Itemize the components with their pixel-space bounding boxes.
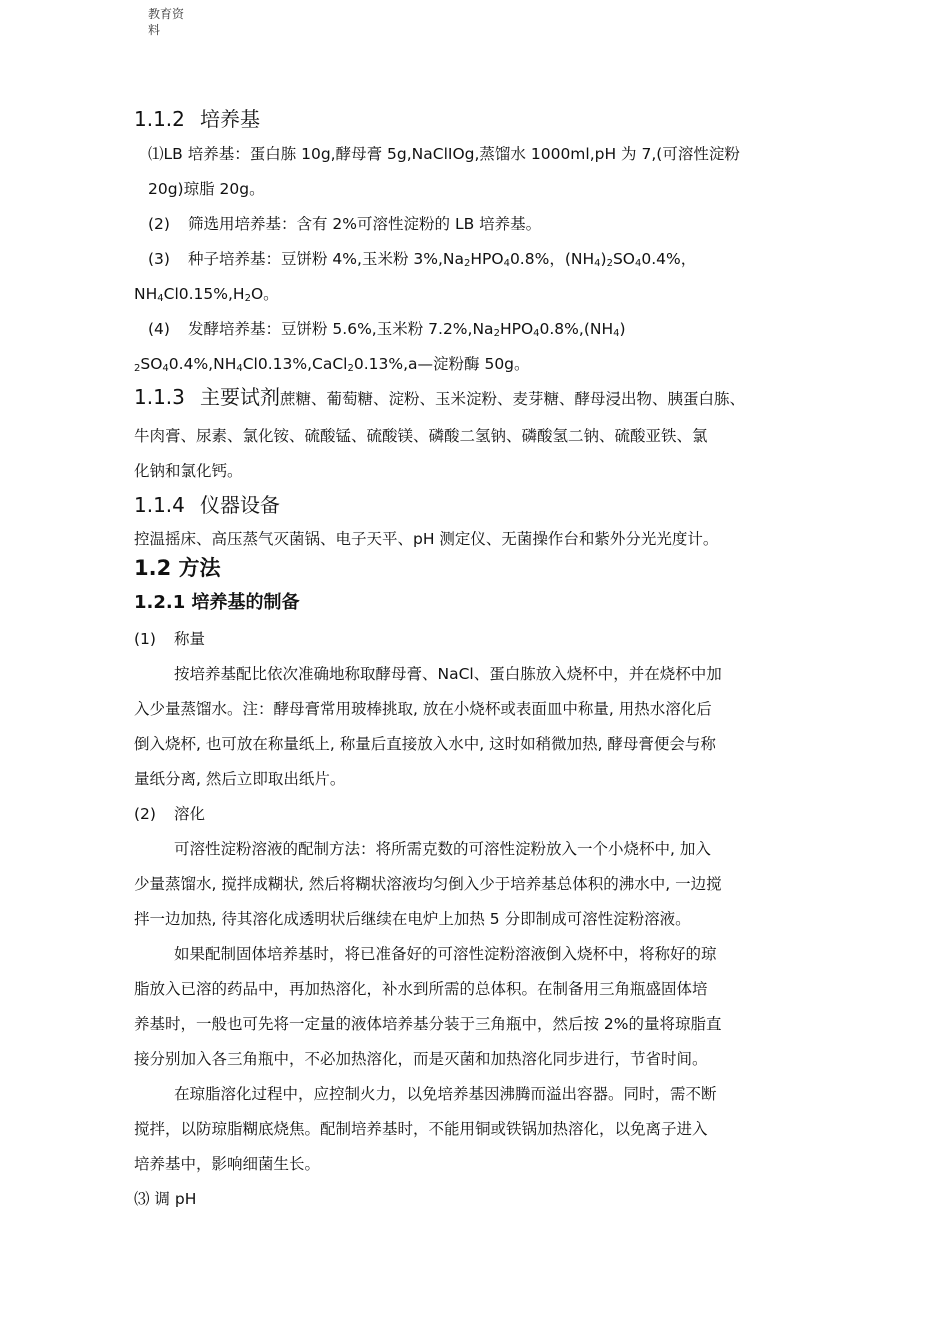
text-run: HPO (470, 250, 504, 268)
subscript: 4 (594, 258, 601, 269)
paragraph-line: 倒入烧杯, 也可放在称量纸上, 称量后直接放入水中, 这时如稍微加热, 酵母膏便会与称 (134, 735, 716, 753)
subscript: 4 (533, 328, 540, 339)
paragraph-line: 养基时，一般也可先将一定量的液体培养基分装于三角瓶中，然后按 2%的量将琼脂直 (134, 1015, 722, 1033)
header-line-2: 料 (148, 23, 161, 37)
text-run: SO (612, 250, 635, 268)
paragraph-line (134, 283, 279, 310)
paragraph-line: 培养基中，影响细菌生长。 (134, 1155, 321, 1173)
section-title: 培养基 (200, 107, 260, 131)
text-run: 0.8%,(NH (539, 320, 614, 338)
list-item-text: 溶化 (174, 805, 206, 823)
page-header (148, 6, 208, 38)
text-run: ) (600, 250, 607, 268)
section-heading-1-2-1: 1.2.1 培养基的制备 (134, 592, 300, 613)
paragraph-line: ⑴LB 培养基：蛋白胨 10g,酵母膏 5g,NaClIOg,蒸馏水 1000ml,pH 为 7,(可溶性淀粉 (148, 145, 740, 163)
section-heading-1-1-4 (134, 492, 280, 518)
list-marker: (2) (148, 215, 170, 233)
section-title: 主要试剂 (200, 385, 280, 409)
section-heading-1-2: 1.2 方法 (134, 556, 221, 580)
header-line-1: 教育资 (148, 7, 185, 21)
subscript: 4 (634, 258, 642, 269)
paragraph-line: 可溶性淀粉溶液的配制方法：将所需克数的可溶性淀粉放入一个小烧杯中, 加入 (174, 840, 711, 858)
text-run: O。 (250, 285, 279, 303)
paragraph-line: 在琼脂溶化过程中，应控制火力，以免培养基因沸腾而溢出容器。同时，需不断 (174, 1085, 717, 1103)
text-run: Cl0.15%,H (163, 285, 245, 303)
text-run: 0.4%， (641, 250, 697, 268)
list-item (148, 318, 626, 345)
subscript: 2 (606, 258, 613, 269)
paragraph-line: 按培养基配比依次准确地称取酵母膏、NaCl、蛋白胨放入烧杯中，并在烧杯中加 (174, 665, 722, 683)
subscript: 2 (347, 363, 354, 374)
section-number: 1.1.3 (134, 385, 185, 409)
paragraph-line: 化钠和氯化钙。 (134, 462, 243, 480)
subscript: 4 (613, 328, 620, 339)
text-run: NH (134, 285, 158, 303)
text-run: 种子培养基：豆饼粉 4%,玉米粉 3%,Na (188, 250, 464, 268)
paragraph-line: 拌一边加热, 待其溶化成透明状后继续在电炉上加热 5 分即制成可溶性淀粉溶液。 (134, 910, 691, 928)
text-run: 0.8%，(NH (509, 250, 595, 268)
text-run: 0.4%,NH (168, 355, 237, 373)
list-item-text: 筛选用培养基：含有 2%可溶性淀粉的 LB 培养基。 (188, 215, 542, 233)
subscript: 2 (134, 363, 141, 374)
list-marker: (4) (148, 320, 170, 338)
text-run: HPO (499, 320, 534, 338)
list-item (148, 248, 696, 275)
subscript: 4 (162, 363, 169, 374)
subscript: 4 (157, 293, 164, 304)
text-run: 0.13%,a—淀粉酶 50g。 (353, 355, 530, 373)
section-heading-1-1-2 (134, 106, 260, 132)
list-item-step-3: ⑶ 调 pH (134, 1190, 197, 1208)
subscript: 2 (493, 328, 500, 339)
list-marker: (2) (134, 805, 156, 823)
paragraph-text: 蔗糖、葡萄糖、淀粉、玉米淀粉、麦芽糖、酵母浸出物、胰蛋白胨、 (280, 390, 746, 408)
paragraph-line: 入少量蒸馏水。注：酵母膏常用玻棒挑取, 放在小烧杯或表面皿中称量, 用热水溶化后 (134, 700, 712, 718)
list-item-text: 称量 (174, 630, 206, 648)
paragraph-line: 控温摇床、高压蒸气灭菌锅、电子天平、pH 测定仪、无菌操作台和紫外分光光度计。 (134, 530, 719, 548)
paragraph-line: 量纸分离, 然后立即取出纸片。 (134, 770, 346, 788)
list-item (148, 213, 541, 235)
paragraph-line: 20g)琼脂 20g。 (148, 180, 265, 198)
section-heading-1-1-3 (134, 386, 745, 410)
paragraph-line: 少量蒸馏水, 搅拌成糊状, 然后将糊状溶液均匀倒入少于培养基总体积的沸水中, 一边搅 (134, 875, 722, 893)
list-item (134, 628, 205, 650)
subscript: 2 (463, 258, 471, 269)
list-item (134, 803, 205, 825)
paragraph-line: 如果配制固体培养基时，将已准备好的可溶性淀粉溶液倒入烧杯中，将称好的琼 (174, 945, 717, 963)
subscript: 4 (236, 363, 243, 374)
subscript: 2 (244, 293, 251, 304)
list-marker: (3) (148, 250, 170, 268)
paragraph-line: 接分别加入各三角瓶中，不必加热溶化，而是灭菌和加热溶化同步进行，节省时间。 (134, 1050, 708, 1068)
paragraph-line: 脂放入已溶的药品中，再加热溶化，补水到所需的总体积。在制备用三角瓶盛固体培 (134, 980, 708, 998)
paragraph-line (134, 353, 530, 380)
text-run: 发酵培养基：豆饼粉 5.6%,玉米粉 7.2%,Na (188, 320, 494, 338)
section-number: 1.1.4 (134, 493, 185, 517)
text-run: ) (619, 320, 626, 338)
section-number: 1.1.2 (134, 107, 185, 131)
section-title: 仪器设备 (200, 493, 280, 517)
list-marker: (1) (134, 630, 156, 648)
paragraph-line: 搅拌，以防琼脂糊底烧焦。配制培养基时，不能用铜或铁锅加热溶化，以免离子进入 (134, 1120, 708, 1138)
subscript: 4 (503, 258, 510, 269)
paragraph-line: 牛肉膏、尿素、氯化铵、硫酸锰、硫酸镁、磷酸二氢钠、磷酸氢二钠、硫酸亚铁、氯 (134, 427, 708, 445)
text-run: SO (140, 355, 163, 373)
text-run: Cl0.13%,CaCl (242, 355, 348, 373)
